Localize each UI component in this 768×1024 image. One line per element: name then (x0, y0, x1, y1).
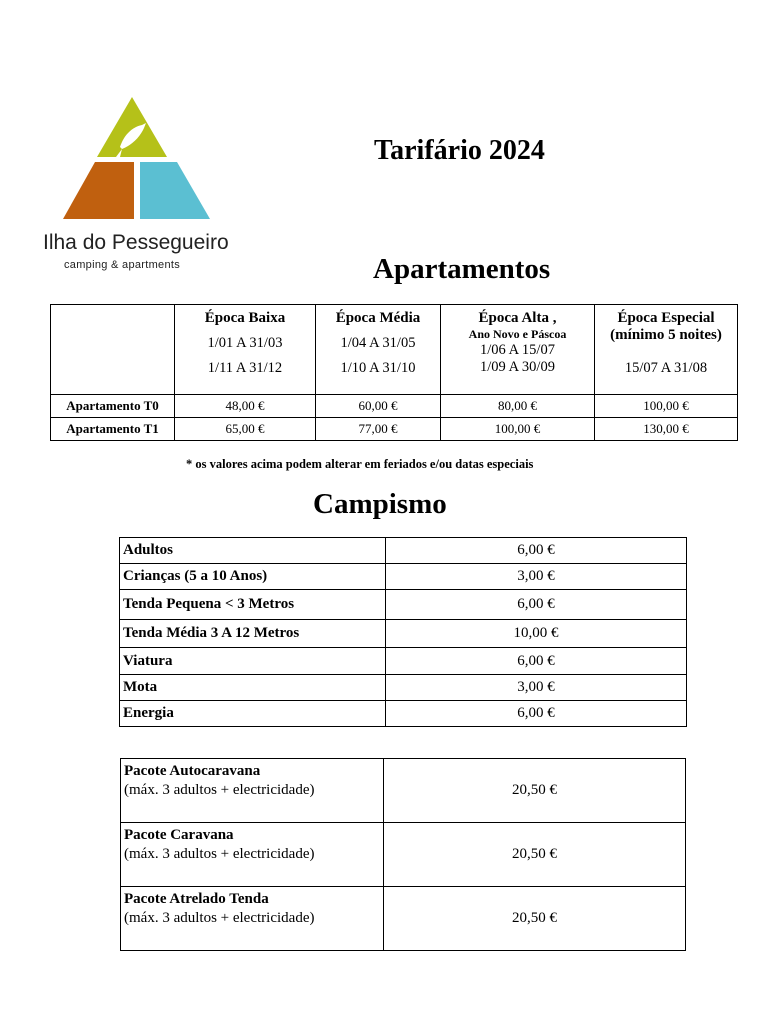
apartments-heading: Apartamentos (373, 253, 551, 285)
package-price: 20,50 € (384, 759, 686, 823)
brand-logo (40, 95, 240, 280)
package-label: Pacote Caravana (124, 827, 234, 843)
column-subtitle: Ano Novo e Páscoa (468, 327, 567, 341)
row-label: Apartamento T0 (51, 395, 175, 418)
column-dates: 1/01 A 31/03 (207, 335, 283, 351)
price-note: * os valores acima podem alterar em feriados e/ou datas especiais (186, 457, 534, 471)
price-cell: 130,00 € (595, 418, 738, 441)
item-label: Tenda Pequena < 3 Metros (120, 590, 386, 620)
price-cell: 60,00 € (316, 395, 441, 418)
price-cell: 65,00 € (175, 418, 316, 441)
table-row (120, 590, 687, 620)
price-cell: 48,00 € (175, 395, 316, 418)
package-detail: (máx. 3 adultos + electricidade) (124, 846, 315, 862)
table-row (120, 620, 687, 648)
triangle-bird-logo-icon (60, 95, 220, 225)
table-row (51, 418, 738, 441)
item-label: Energia (120, 701, 386, 727)
item-label: Crianças (5 a 10 Anos) (120, 564, 386, 590)
column-epoca-especial (595, 305, 738, 395)
page-title: Tarifário 2024 (374, 135, 545, 166)
empty-header-cell (51, 305, 175, 395)
table-row (121, 759, 686, 823)
table-row (120, 648, 687, 675)
column-epoca-baixa (175, 305, 316, 395)
brand-tagline: camping & apartments (64, 259, 181, 271)
column-dates: 1/09 A 30/09 (480, 359, 555, 375)
column-name: Época Especial (617, 310, 715, 326)
item-price: 6,00 € (386, 701, 687, 727)
item-label: Adultos (120, 538, 386, 564)
price-cell: 100,00 € (595, 395, 738, 418)
column-name: Época Baixa (204, 310, 286, 326)
apartments-price-table (50, 304, 738, 441)
column-dates: 1/11 A 31/12 (207, 360, 283, 376)
item-price: 6,00 € (386, 590, 687, 620)
item-label: Viatura (120, 648, 386, 675)
item-price: 6,00 € (386, 648, 687, 675)
package-label: Pacote Autocaravana (124, 763, 261, 779)
row-label: Apartamento T1 (51, 418, 175, 441)
column-name: Época Alta , (478, 310, 557, 326)
table-row (51, 395, 738, 418)
table-row (121, 887, 686, 951)
item-price: 6,00 € (386, 538, 687, 564)
camping-price-table (119, 537, 687, 727)
table-row (120, 701, 687, 727)
item-price: 3,00 € (386, 675, 687, 701)
package-cell (121, 759, 384, 823)
table-row (121, 823, 686, 887)
price-cell: 80,00 € (441, 395, 595, 418)
column-subtitle: (mínimo 5 noites) (610, 327, 722, 343)
brand-name: Ilha do Pessegueiro (43, 231, 229, 254)
column-epoca-alta (441, 305, 595, 395)
item-label: Tenda Média 3 A 12 Metros (120, 620, 386, 648)
column-dates: 1/04 A 31/05 (340, 335, 416, 351)
table-row (120, 538, 687, 564)
item-price: 10,00 € (386, 620, 687, 648)
column-dates: 1/10 A 31/10 (340, 360, 416, 376)
package-price: 20,50 € (384, 823, 686, 887)
camping-heading: Campismo (313, 488, 447, 520)
price-cell: 77,00 € (316, 418, 441, 441)
camping-packages-table (120, 758, 686, 951)
column-dates: 1/06 A 15/07 (480, 342, 555, 358)
package-detail: (máx. 3 adultos + electricidade) (124, 910, 315, 926)
price-cell: 100,00 € (441, 418, 595, 441)
table-row (120, 564, 687, 590)
item-price: 3,00 € (386, 564, 687, 590)
item-label: Mota (120, 675, 386, 701)
package-price: 20,50 € (384, 887, 686, 951)
package-cell (121, 823, 384, 887)
package-label: Pacote Atrelado Tenda (124, 891, 269, 907)
table-row (120, 675, 687, 701)
apartments-header-row (51, 305, 738, 395)
column-epoca-media (316, 305, 441, 395)
package-detail: (máx. 3 adultos + electricidade) (124, 782, 315, 798)
package-cell (121, 887, 384, 951)
column-dates: 15/07 A 31/08 (624, 360, 708, 376)
column-name: Época Média (335, 310, 421, 326)
